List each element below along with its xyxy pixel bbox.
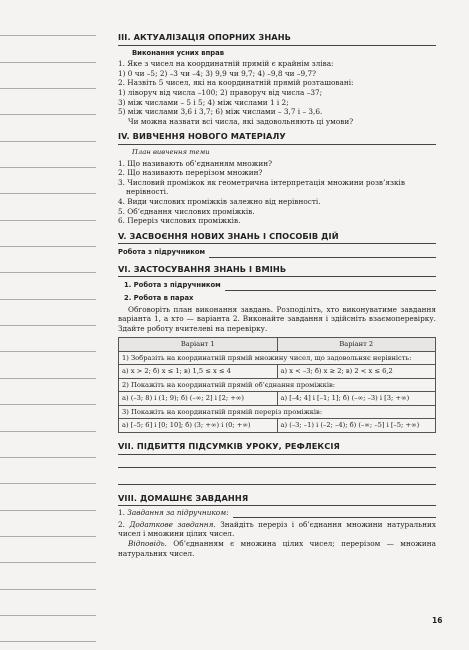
homework-item-1-number: 1.	[118, 508, 125, 518]
pair-work-label: 2. Робота в парах	[124, 294, 194, 303]
pair-work-paragraph: Обговоріть план виконання завдань. Розподіліть, хто виконуватиме завдання варіанта 1, а хто — варіанта 2. Виконайте завдання і здійсніть взаємоперевірку. Здайте роботу вчителеві на перевірку.	[118, 304, 436, 333]
homework-item-1-label: Завдання за підручником:	[127, 508, 229, 518]
exercise-line: 2. Назвіть 5 чисел, які на координатній прямій розташовані:	[118, 78, 354, 88]
fill-in-line[interactable]	[118, 472, 436, 485]
fill-in-line[interactable]	[233, 510, 436, 518]
section-5-heading: V. ЗАСВОЄННЯ НОВИХ ЗНАНЬ І СПОСОБІВ ДІЙ	[118, 229, 436, 245]
answer-label: Відповідь.	[128, 538, 167, 548]
exercise-line: 3) між числами – 5 і 5; 4) між числами 1 і 2;	[118, 97, 289, 107]
homework-item-2-number: 2.	[118, 519, 125, 529]
page-number: 16	[432, 616, 443, 625]
task-1-variant-2: а) x < –3; б) x ≥ 2; в) 2 < x ≤ 6,2	[277, 365, 436, 379]
textbook-work-label: Робота з підручником	[118, 248, 206, 257]
variant-2-header: Варіант 2	[277, 338, 436, 352]
exercise-line: 1) ліворуч від числа –100; 2) праворуч від числа –37;	[118, 87, 323, 97]
textbook-work-row	[118, 248, 436, 258]
plan-item: 4. Види числових проміжків залежно від нерівності.	[118, 196, 321, 206]
task-2: 2) Покажіть на координатній прямій об’єднання проміжків:	[119, 378, 436, 392]
exercise-question: Чи можна назвати всі числа, які задовольняють ці умови?	[128, 116, 354, 126]
task-1: 1) Зобразіть на координатній прямій множину чисел, що задовольняє нерівність:	[119, 351, 436, 365]
section-8-heading: VІІІ. ДОМАШНЄ ЗАВДАННЯ	[118, 491, 436, 507]
exercise-line: 1) 0 чи –5; 2) –3 чи –4; 3) 9,9 чи 9,7; 4) –9,8 чи –9,7?	[118, 68, 317, 78]
task-3: 3) Покажіть на координатній прямій переріз проміжків:	[119, 405, 436, 419]
textbook-work-row-2	[118, 281, 436, 291]
plan-item: 6. Переріз числових проміжків.	[118, 216, 241, 226]
section-7-heading: VІІ. ПІДБИТТЯ ПІДСУМКІВ УРОКУ, РЕФЛЕКСІЯ	[118, 439, 436, 455]
plan-item: 1. Що називають об’єднанням множин?	[118, 158, 273, 168]
plan-item: 2. Що називають перерізом множин?	[118, 168, 263, 178]
exercise-line: 1. Яке з чисел на координатній прямій є крайнім зліва:	[118, 59, 334, 69]
textbook-work-label-2: 1. Робота з підручником	[124, 281, 221, 290]
section-3-heading: ІІІ. АКТУАЛІЗАЦІЯ ОПОРНИХ ЗНАНЬ	[118, 30, 436, 46]
variant-1-header: Варіант 1	[119, 338, 278, 352]
oral-exercises-subtitle: Виконання усних вправ	[132, 48, 225, 57]
section-6-heading: VІ. ЗАСТОСУВАННЯ ЗНАНЬ І ВМІНЬ	[118, 262, 436, 278]
section-4-heading: ІV. ВИВЧЕННЯ НОВОГО МАТЕРІАЛУ	[118, 129, 436, 145]
homework-answer	[118, 539, 436, 558]
fill-in-line[interactable]	[118, 455, 436, 468]
task-3-variant-2: а) (–3; –1) і (–2; –4); б) (–∞; –5] і [–5; +∞)	[277, 419, 436, 433]
lesson-content	[118, 30, 436, 558]
homework-item-1	[118, 508, 436, 518]
homework-item-2	[118, 520, 436, 539]
homework-item-2-text: Знайдіть переріз і об’єднання множини натуральних чисел і множини цілих чисел.	[118, 519, 436, 539]
fill-in-line[interactable]	[225, 283, 436, 291]
answer-text: Об’єднанням є множина цілих чисел; перерізом — множина натуральних чисел.	[118, 538, 436, 558]
homework-item-2-label: Додаткове завдання.	[129, 519, 216, 529]
notes-margin	[0, 10, 96, 642]
plan-item: 5. Об’єднання числових проміжків.	[118, 206, 255, 216]
task-2-variant-2: а) [–4; 4] і [–1; 1]; б) (–∞; –3) і [3; +∞)	[277, 392, 436, 406]
task-1-variant-1: а) x > 2; б) x ≤ 1; в) 1,5 ≤ x ≤ 4	[119, 365, 278, 379]
task-3-variant-1: а) [–5; 6] і [0; 10]; б) (3; +∞) і (0; +∞)	[119, 419, 278, 433]
study-plan-label: План вивчення теми	[132, 147, 210, 156]
exercise-line: 5) між числами 3,6 і 3,7; 6) між числами – 3,7 і – 3,6.	[118, 107, 323, 117]
fill-in-line[interactable]	[209, 250, 436, 258]
task-2-variant-1: а) (–3; 8) і (1; 9); б) (–∞; 2] і [2; +∞)	[119, 392, 278, 406]
plan-item: 3. Числовий проміжок як геометрична інтерпретація множини розв’язків нерівності.	[118, 177, 405, 197]
variants-table	[118, 337, 436, 433]
